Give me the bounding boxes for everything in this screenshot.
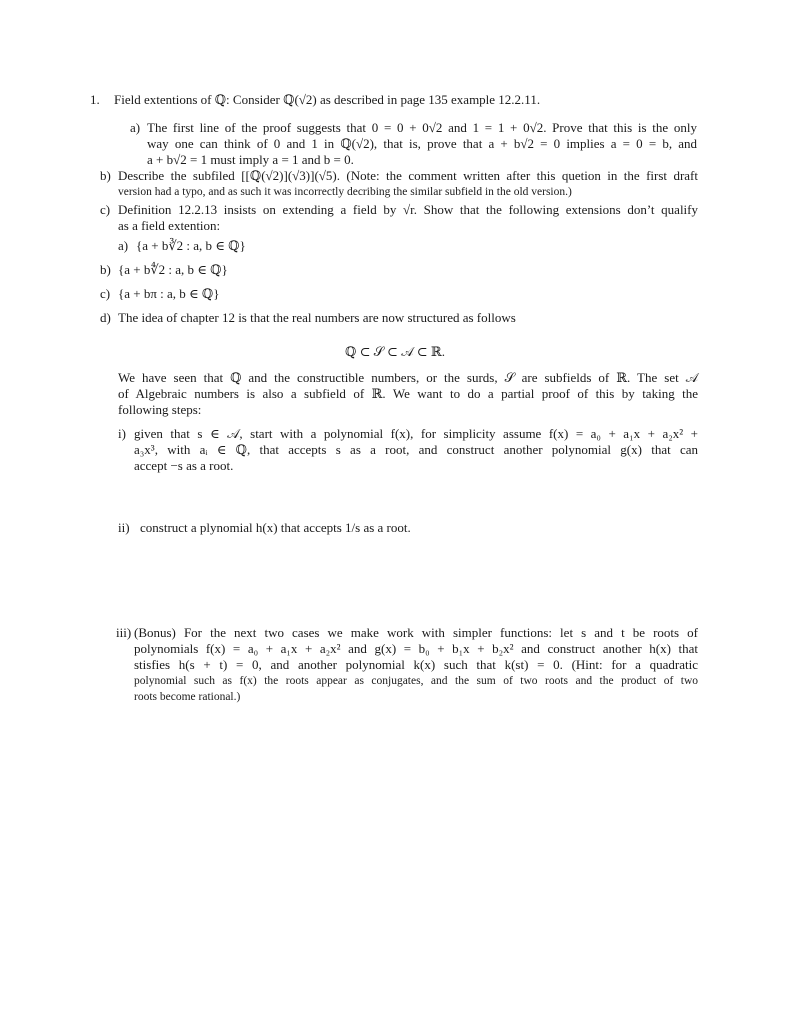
- item-set: {a + bπ : a, b ∈ ℚ}: [118, 286, 220, 301]
- item-label: b): [100, 262, 111, 277]
- item-set: {a + b∛2 : a, b ∈ ℚ}: [136, 238, 246, 253]
- part-d-label: d): [100, 310, 111, 325]
- step-line: polynomials f(x) = a₀ + a₁x + a₂x² and g(x) = b₀ + b₁x + b₂x² and construct another h(x) that: [134, 641, 698, 656]
- part-c-line: Definition 12.2.13 insists on extending a field by √r. Show that the following extensions don’t qualify: [118, 202, 698, 217]
- step-label: i): [118, 426, 126, 441]
- paragraph-line: We have seen that ℚ and the constructible numbers, or the surds, 𝒮 are subfields of ℝ. The set 𝒜: [118, 370, 698, 385]
- item-set: {a + b∜2 : a, b ∈ ℚ}: [118, 262, 228, 277]
- step-label: ii): [118, 520, 130, 535]
- paragraph-line: following steps:: [118, 402, 202, 417]
- part-b-line: Describe the subfiled [[ℚ(√2)](√3)](√5). (Note: the comment written after this quetion in the first draft: [118, 168, 698, 183]
- part-c-label: c): [100, 202, 111, 217]
- part-a-line: a + b√2 = 1 must imply a = 1 and b = 0.: [147, 152, 354, 167]
- part-b-label: b): [100, 168, 111, 183]
- part-a-line: The first line of the proof suggests that 0 = 0 + 0√2 and 1 = 1 + 0√2. Prove that this is the only: [147, 120, 697, 135]
- part-b-line: version had a typo, and as such it was incorrectly decribing the similar subfield in the old version.): [118, 186, 572, 198]
- step-line: (Bonus) For the next two cases we make work with simpler functions: let s and t be roots of: [134, 625, 698, 640]
- problem-title: Field extentions of ℚ: Consider ℚ(√2) as described in page 135 example 12.2.11.: [114, 92, 541, 107]
- part-d-intro: The idea of chapter 12 is that the real numbers are now structured as follows: [118, 310, 516, 325]
- step-label: iii): [116, 625, 132, 640]
- step-line: stisfies h(s + t) = 0, and another polynomial k(x) such that k(st) = 0. (Hint: for a quadratic: [134, 657, 698, 672]
- part-a-label: a): [130, 120, 141, 135]
- item-label: c): [100, 286, 111, 301]
- step-line: construct a plynomial h(x) that accepts 1/s as a root.: [140, 520, 411, 535]
- step-line: roots become rational.): [134, 691, 241, 703]
- step-line: a₃x³, with aᵢ ∈ ℚ, that accepts s as a root, and construct another polynomial g(x) that can: [134, 442, 698, 457]
- problem-number: 1.: [90, 92, 100, 107]
- part-c-line: as a field extention:: [118, 218, 221, 233]
- paragraph-line: of Algebraic numbers is also a subfield of ℝ. We want to do a partial proof of this by taking the: [118, 386, 698, 401]
- step-line: accept −s as a root.: [134, 458, 234, 473]
- item-label: a): [118, 238, 129, 253]
- part-a-line: way one can think of 0 and 1 in ℚ(√2), that is, prove that a + b√2 = 0 implies a = 0 = b, and: [147, 136, 697, 151]
- step-line: polynomial such as f(x) the roots appear as conjugates, and the sum of two roots and the product of two: [134, 675, 698, 687]
- step-line: given that s ∈ 𝒜, start with a polynomial f(x), for simplicity assume f(x) = a₀ + a₁x + a₂x² +: [134, 426, 698, 441]
- formula: ℚ ⊂ 𝒮 ⊂ 𝒜 ⊂ ℝ.: [345, 344, 445, 359]
